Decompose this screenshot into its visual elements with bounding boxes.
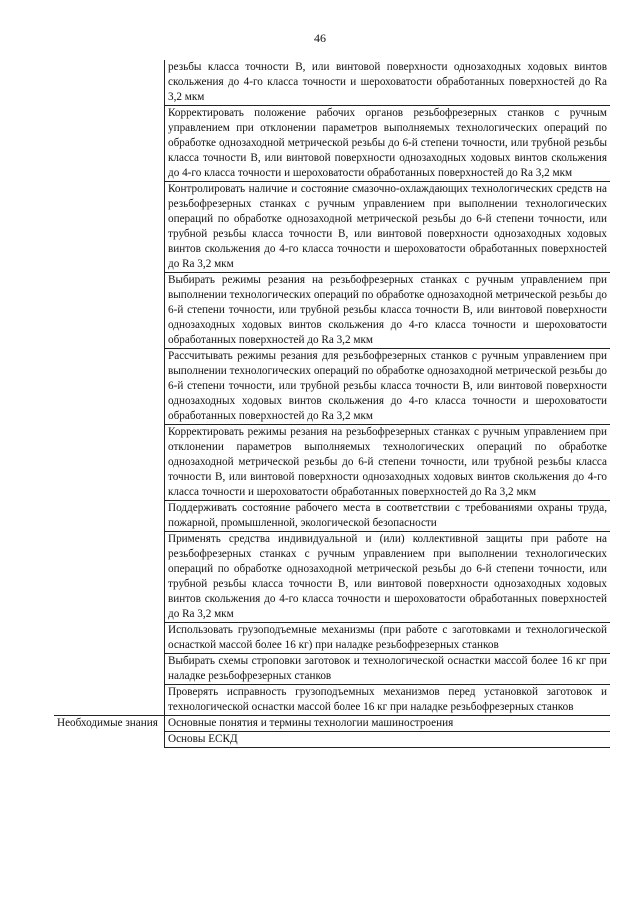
row-label-knowledge: Необходимые знания [54,716,165,748]
skill-cell: Корректировать режимы резания на резьбофрезерных станках с ручным управлением при отклонении параметров выполняемых технологических операций по обработке однозаходной метрической резьбы до 6-й степени точности, или трубной резьбы класса точности В, или винтовой поверхности однозаходных ходовых винтов скольжения до 4-го класса точности и шероховатости обработанных поверхностей до Ra 3,2 мкм [165,425,611,501]
skill-cell: Проверять исправность грузоподъемных механизмов перед установкой заготовок и технологической оснастки массой более 16 кг при наладке резьбофрезерных станков [165,685,611,716]
skill-cell: резьбы класса точности В, или винтовой поверхности однозаходных ходовых винтов скольжения до 4-го класса точности и шероховатости обработанных поверхностей до Ra 3,2 мкм [165,60,611,106]
skill-cell: Применять средства индивидуальной и (или) коллективной защиты при работе на резьбофрезерных станках с ручным управлением при выполнении технологических операций по обработке однозаходной метрической резьбы до 6-й степени точности, или трубной резьбы класса точности В, или винтовой поверхности однозаходных ходовых винтов скольжения до 4-го класса точности и шероховатости обработанных поверхностей до Ra 3,2 мкм [165,532,611,623]
table-row [54,623,610,654]
skill-cell: Выбирать схемы строповки заготовок и технологической оснастки массой более 16 кг при наладке резьбофрезерных станков [165,654,611,685]
knowledge-cell: Основные понятия и термины технологии машиностроения [165,716,611,732]
table-row [54,273,610,349]
table-row [54,349,610,425]
table-row [54,716,610,732]
table-row [54,685,610,716]
skill-cell: Поддерживать состояние рабочего места в соответствии с требованиями охраны труда, пожарной, промышленной, экологической безопасности [165,501,611,532]
skills-table [54,60,610,748]
page-number: 46 [314,31,326,45]
table-row [54,532,610,623]
skill-cell: Контролировать наличие и состояние смазочно-охлаждающих технологических средств на резьбофрезерных станках с ручным управлением при выполнении технологических операций по обработке однозаходной метрической резьбы до 6-й степени точности, или трубной резьбы класса точности В, или винтовой поверхности однозаходных ходовых винтов скольжения до 4-го класса точности и шероховатости обработанных поверхностей до Ra 3,2 мкм [165,182,611,273]
skill-cell: Корректировать положение рабочих органов резьбофрезерных станков с ручным управлением при отклонении параметров выполняемых технологических операций по обработке однозаходной метрической резьбы до 6-й степени точности, или трубной резьбы класса точности В, или винтовой поверхности однозаходных ходовых винтов скольжения до 4-го класса точности и шероховатости обработанных поверхностей до Ra 3,2 мкм [165,106,611,182]
skill-cell: Рассчитывать режимы резания для резьбофрезерных станков с ручным управлением при выполнении технологических операций по обработке однозаходной метрической резьбы до 6-й степени точности, или трубной резьбы класса точности В, или винтовой поверхности однозаходных ходовых винтов скольжения до 4-го класса точности и шероховатости обработанных поверхностей до Ra 3,2 мкм [165,349,611,425]
knowledge-cell: Основы ЕСКД [165,732,611,748]
table-row [54,425,610,501]
table-row [54,501,610,532]
table-row [54,654,610,685]
skill-cell: Выбирать режимы резания на резьбофрезерных станках с ручным управлением при выполнении технологических операций по обработке однозаходной метрической резьбы до 6-й степени точности, или трубной резьбы класса точности В, или винтовой поверхности однозаходных ходовых винтов скольжения до 4-го класса точности и шероховатости обработанных поверхностей до Ra 3,2 мкм [165,273,611,349]
table-row [54,60,610,106]
table-row [54,182,610,273]
table-row [54,106,610,182]
skill-cell: Использовать грузоподъемные механизмы (при работе с заготовками и технологической оснасткой массой более 16 кг) при наладке резьбофрезерных станков [165,623,611,654]
